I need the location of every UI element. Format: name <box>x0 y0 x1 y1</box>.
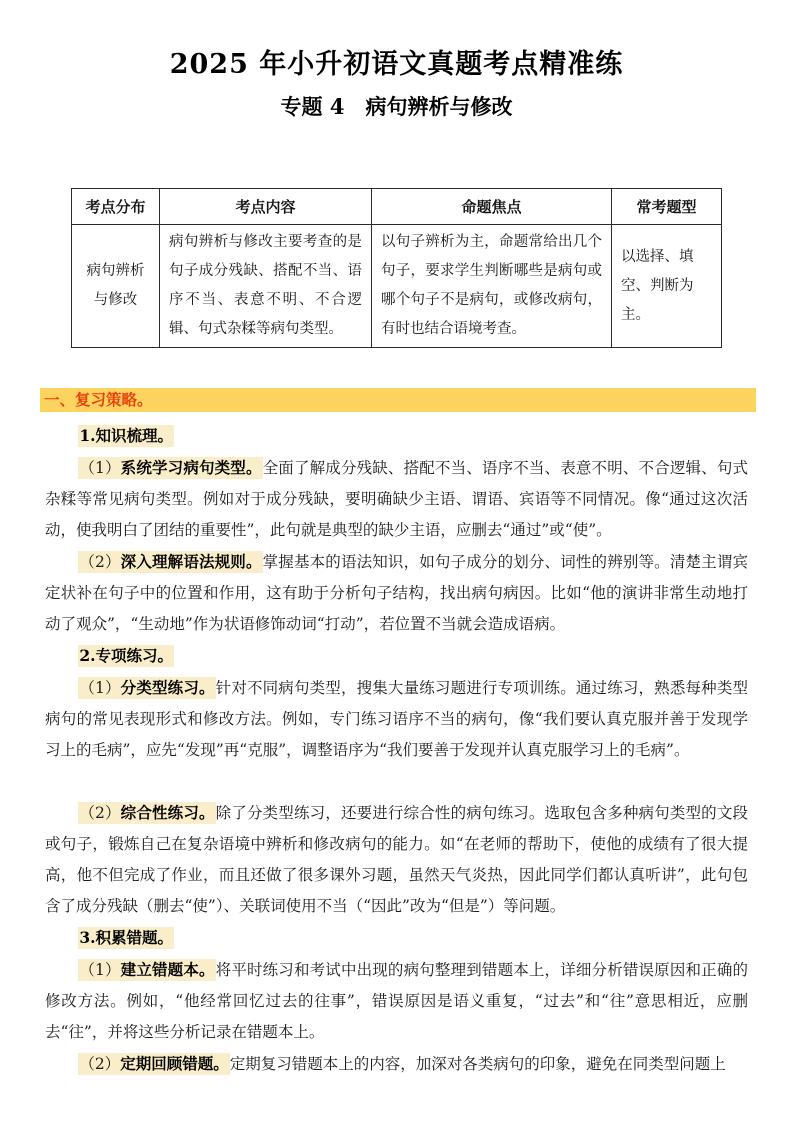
point-heading-highlight <box>78 802 215 824</box>
point-body: 全面了解成分残缺、搭配不当、语序不当、表意不明、不合逻辑、句式杂糅等常见病句类型。例如对于成分残缺，要明确缺少主语、谓语、宾语等不同情况。像“通过这次活动，使我明白了团结的重要性”，此句就是典型的缺少主语，应删去“通过”或“使”。 <box>45 459 748 539</box>
col-header-focus: 命题焦点 <box>372 189 612 225</box>
point-heading-highlight <box>78 457 262 479</box>
point-paragraph <box>45 797 748 922</box>
section-banner <box>40 388 756 412</box>
point-body: 针对不同病句类型，搜集大量练习题进行专项训练。通过练习，熟悉每种类型病句的常见表现形式和修改方法。例如，专门练习语序不当的病句，像“我们要认真克服并善于发现学习上的毛病”，应先“发现”再“克服”，调整语序为“我们要善于发现并认真克服学习上的毛病”。 <box>45 679 748 759</box>
point-title: 建立错题本。 <box>120 960 215 979</box>
point-paragraph <box>45 1048 748 1080</box>
subheading-practice <box>45 640 748 672</box>
table-header-row <box>72 189 722 225</box>
point-number: （2） <box>79 804 121 822</box>
strategy-body <box>45 420 748 1080</box>
col-header-types: 常考题型 <box>612 189 722 225</box>
subheading-errors-label: 3.积累错题。 <box>79 928 173 947</box>
page-title: 2025 年小升初语文真题考点精准练 <box>169 49 624 80</box>
point-heading-highlight <box>78 551 262 573</box>
subheading-knowledge <box>45 420 748 452</box>
point-number: （2） <box>79 553 121 571</box>
subheading-practice-label: 2.专项练习。 <box>79 646 173 665</box>
cell-types: 以选择、填空、判断为主。 <box>612 225 722 348</box>
point-number: （1） <box>79 459 121 477</box>
page-subtitle: 专题 4 病句辨析与修改 <box>280 94 513 119</box>
point-paragraph <box>45 546 748 640</box>
section-banner-label: 一、复习策略。 <box>44 390 153 409</box>
point-heading-highlight <box>78 1053 229 1075</box>
point-body: 定期复习错题本上的内容，加深对各类病句的印象，避免在同类型问题上 <box>229 1055 726 1073</box>
point-title: 深入理解语法规则。 <box>120 552 262 571</box>
point-body: 掌握基本的语法知识，如句子成分的划分、词性的辨别等。清楚主谓宾定状补在句子中的位置和作用，这有助于分析句子结构，找出病句病因。比如“他的演讲非常生动地打动了观众”，“生动地”作为状语修饰动词“打动”，若位置不当就会造成语病。 <box>45 553 748 633</box>
point-number: （1） <box>79 679 121 697</box>
point-paragraph <box>45 954 748 1048</box>
point-body: 除了分类型练习，还要进行综合性的病句练习。选取包含多种病句类型的文段或句子，锻炼自己在复杂语境中辨析和修改病句的能力。如“在老师的帮助下，使他的成绩有了很大提高，他不但完成了作业，而且还做了很多课外习题，虽然天气炎热，因此同学们都认真听讲”，此句包含了成分残缺（删去“使”）、关联词使用不当（“因此”改为“但是”）等问题。 <box>45 804 748 915</box>
point-heading-highlight <box>78 959 215 981</box>
point-heading-highlight <box>78 677 215 699</box>
point-title: 分类型练习。 <box>120 678 215 697</box>
col-header-distribution: 考点分布 <box>72 189 160 225</box>
point-number: （2） <box>79 1055 121 1073</box>
exam-points-table <box>71 188 722 348</box>
point-title: 系统学习病句类型。 <box>120 458 262 477</box>
cell-content: 病句辨析与修改主要考查的是句子成分残缺、搭配不当、语序不当、表意不明、不合逻辑、句式杂糅等病句类型。 <box>160 225 372 348</box>
point-title: 综合性练习。 <box>120 803 215 822</box>
table-row <box>72 225 722 348</box>
point-body: 将平时练习和考试中出现的病句整理到错题本上，详细分析错误原因和正确的修改方法。例如，“他经常回忆过去的往事”，错误原因是语义重复，“过去”和“往”意思相近，应删去“往”，并将这些分析记录在错题本上。 <box>45 961 748 1041</box>
point-number: （1） <box>79 961 121 979</box>
point-paragraph <box>45 672 748 766</box>
cell-focus: 以句子辨析为主，命题常给出几个句子，要求学生判断哪些是病句或哪个句子不是病句，或修改病句，有时也结合语境考查。 <box>372 225 612 348</box>
subheading-errors <box>45 922 748 954</box>
point-paragraph <box>45 452 748 546</box>
col-header-content: 考点内容 <box>160 189 372 225</box>
subheading-knowledge-label: 1.知识梳理。 <box>79 426 173 445</box>
cell-distribution: 病句辨析与修改 <box>72 225 160 348</box>
point-title: 定期回顾错题。 <box>120 1054 229 1073</box>
